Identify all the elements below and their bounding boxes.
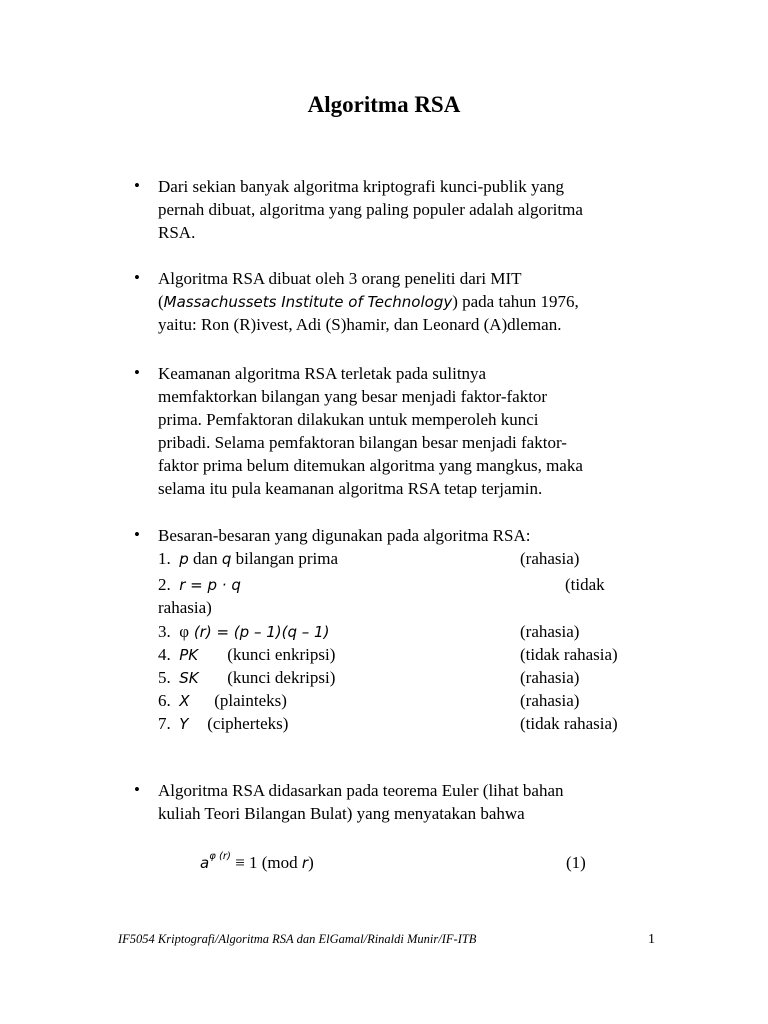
footer-text: IF5054 Kriptografi/Algoritma RSA dan ElGamal/Rinaldi Munir/IF-ITB <box>118 932 477 946</box>
bullet-icon: • <box>134 363 140 382</box>
bullet3-line2: memfaktorkan bilangan yang besar menjadi faktor-faktor <box>158 387 548 406</box>
list-item-4: 4. PK (kunci enkripsi) <box>158 645 336 664</box>
bullet5-line1: Algoritma RSA didasarkan pada teorema Euler (lihat bahan <box>158 781 564 800</box>
bullet3-line6: selama itu pula keamanan algoritma RSA tetap terjamin. <box>158 479 543 498</box>
bullet2-line1: Algoritma RSA dibuat oleh 3 orang peneliti dari MIT <box>158 269 522 288</box>
bullet-icon: • <box>134 525 140 544</box>
list-item-1: 1. p dan q bilangan prima <box>158 549 339 568</box>
bullet-icon: • <box>134 268 140 287</box>
bullet-icon: • <box>134 176 140 195</box>
list-item-7-status: (tidak rahasia) <box>520 714 618 733</box>
list-item-2-status-wrap: rahasia) <box>158 598 212 617</box>
list-item-5: 5. SK (kunci dekripsi) <box>158 668 336 687</box>
list-item-3-status: (rahasia) <box>520 622 580 641</box>
list-item-7: 7. Y (cipherteks) <box>158 714 289 733</box>
bullet4-intro: Besaran-besaran yang digunakan pada algoritma RSA: <box>158 526 531 545</box>
euler-equation: $a^{\varphi (r)} \equiv 1$ (mod r) <box>200 851 314 872</box>
list-item-4-status: (tidak rahasia) <box>520 645 618 664</box>
bullet1-line1: Dari sekian banyak algoritma kriptografi kunci-publik yang <box>158 177 564 196</box>
bullet5-line2: kuliah Teori Bilangan Bulat) yang menyatakan bahwa <box>158 804 525 823</box>
bullet1-line2: pernah dibuat, algoritma yang paling populer adalah algoritma <box>158 200 583 219</box>
list-item-1-status: (rahasia) <box>520 549 580 568</box>
list-item-5-status: (rahasia) <box>520 668 580 687</box>
list-item-2: 2. r = p · q <box>158 575 241 594</box>
mit-fullname: Massachussets Institute of Technology <box>163 293 453 311</box>
year-text: ) pada tahun 1976, <box>452 292 579 311</box>
bullet3-line3: prima. Pemfaktoran dilakukan untuk memperoleh kunci <box>158 410 539 429</box>
page-number: 1 <box>648 932 655 947</box>
bullet-icon: • <box>134 780 140 799</box>
phi-symbol: φ <box>179 622 190 641</box>
bullet3-line4: pribadi. Selama pemfaktoran bilangan besar menjadi faktor- <box>158 433 567 452</box>
list-item-6-status: (rahasia) <box>520 691 580 710</box>
bullet2-line3: yaitu: Ron (R)ivest, Adi (S)hamir, dan Leonard (A)dleman. <box>158 315 562 334</box>
bullet3-line1: Keamanan algoritma RSA terletak pada sulitnya <box>158 364 487 383</box>
page-title: Algoritma RSA <box>307 92 461 117</box>
list-item-2-status: (tidak <box>565 575 605 594</box>
list-item-6: 6. X (plainteks) <box>158 691 287 710</box>
list-item-3: 3. φ (r) = (p – 1)(q – 1) <box>158 622 330 641</box>
bullet1-line3: RSA. <box>158 223 196 242</box>
bullet3-line5: faktor prima belum ditemukan algoritma yang mangkus, maka <box>158 456 583 475</box>
equation-number: (1) <box>566 853 586 872</box>
bullet2-line2 <box>158 290 579 314</box>
paren-open: ( <box>158 292 164 311</box>
